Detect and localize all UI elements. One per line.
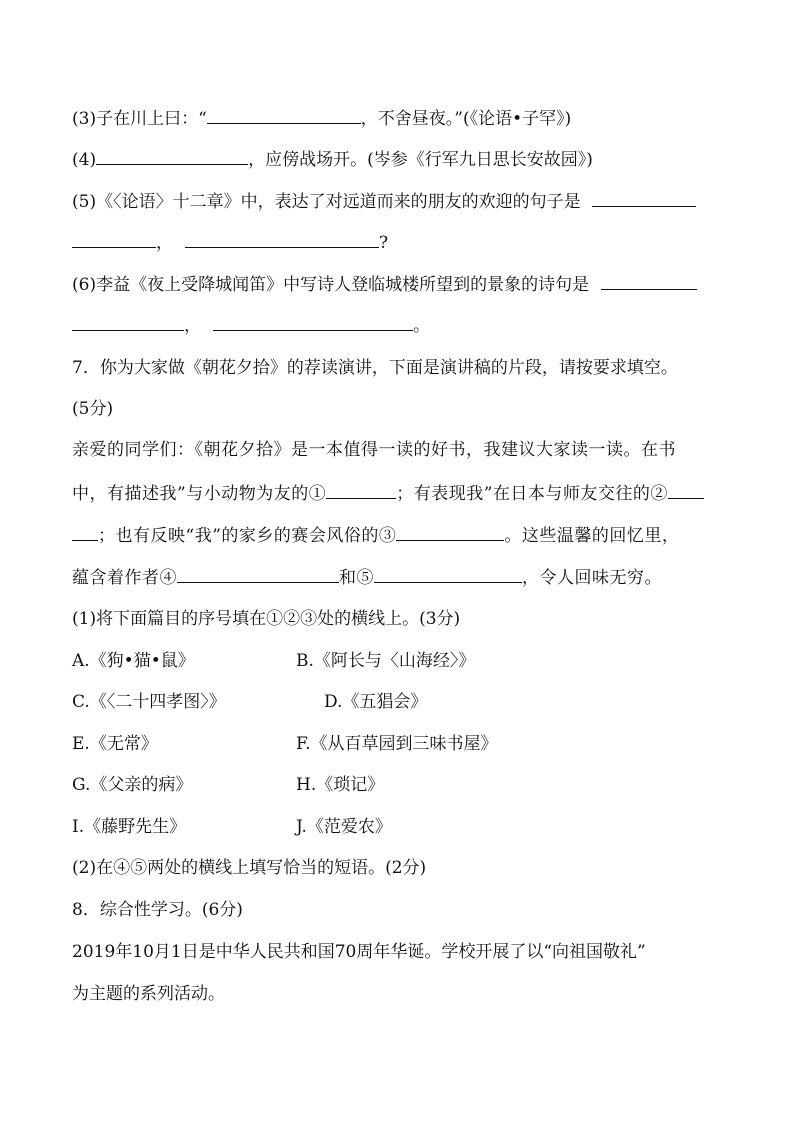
q7-speech-p3b: 。这些温馨的回忆里， <box>504 526 680 546</box>
answer-blank[interactable] <box>601 271 697 290</box>
answer-blank-5[interactable] <box>374 564 522 583</box>
q7-speech-p2b: ；有表现我”在日本与师友交往的② <box>396 484 668 504</box>
q6-item3 <box>72 105 732 131</box>
q6-item6-end: 。 <box>413 316 430 336</box>
option-f: F.《从百草园到三味书屋》 <box>296 734 498 754</box>
q8-body-line2: 为主题的系列活动。 <box>72 984 225 1004</box>
q7-speech-p3a: ；也有反映“我”的家乡的赛会风俗的③ <box>98 526 397 546</box>
answer-blank[interactable] <box>592 188 696 207</box>
q8-stem: 8．综合性学习。(6分) <box>72 900 243 920</box>
q6-item4-pre: (4) <box>72 150 97 170</box>
q7-speech-p4a: 蕴含着作者④ <box>72 568 177 588</box>
q7-score: (5分) <box>72 399 114 419</box>
q7-speech-line1: 亲爱的同学们：《朝花夕拾》是一本值得一读的好书，我建议大家读一读。在书 <box>72 440 676 460</box>
answer-blank[interactable] <box>72 229 156 248</box>
answer-blank-3[interactable] <box>396 522 504 541</box>
option-d: D.《五猖会》 <box>324 692 428 712</box>
q6-item4 <box>72 146 732 172</box>
q8-body-line1: 2019年10月1日是中华人民共和国70周年华诞。学校开展了以“向祖国敬礼” <box>72 942 646 962</box>
option-b: B.《阿长与〈山海经〉》 <box>296 651 476 671</box>
q7-speech-line4 <box>72 564 732 590</box>
q7-sub1: (1)将下面篇目的序号填在①②③处的横线上。(3分) <box>72 609 461 629</box>
answer-blank[interactable] <box>213 312 413 331</box>
q6-item5-cont <box>72 229 732 255</box>
q6-item4-post: ，应傍战场开。(岑参《行军九日思长安故园》) <box>248 150 593 170</box>
option-j: J.《范爱农》 <box>296 817 392 837</box>
option-c: C.《〈二十四孝图〉》 <box>72 692 226 712</box>
q6-item5-pre: (5)《〈论语〉十二章》中，表达了对远道而来的朋友的欢迎的句子是 <box>72 192 581 212</box>
q7-sub2: (2)在④⑤两处的横线上填写恰当的短语。(2分) <box>72 858 427 878</box>
answer-blank[interactable] <box>72 312 184 331</box>
option-i: I.《藤野先生》 <box>72 817 187 837</box>
q7-speech-line2 <box>72 480 732 506</box>
q7-stem: 7．你为大家做《朝花夕拾》的荐读演讲，下面是演讲稿的片段，请按要求填空。 <box>72 358 678 378</box>
answer-blank-2-cont[interactable] <box>72 522 98 541</box>
answer-blank[interactable] <box>185 229 379 248</box>
answer-blank-2[interactable] <box>668 480 704 499</box>
q7-speech-p2a: 中，有描述我”与小动物为友的① <box>72 484 327 504</box>
q6-item6-pre: (6)李益《夜上受降城闻笛》中写诗人登临城楼所望到的景象的诗句是 <box>72 275 590 295</box>
option-a: A.《狗•猫•鼠》 <box>72 651 195 671</box>
option-g: G.《父亲的病》 <box>72 775 193 795</box>
q6-item6-cont <box>72 312 732 338</box>
answer-blank-1[interactable] <box>326 480 396 499</box>
answer-blank[interactable] <box>207 105 361 124</box>
option-e: E.《无常》 <box>72 734 158 754</box>
q7-speech-p4c: ，令人回味无穷。 <box>522 568 662 588</box>
q6-item5-sep: ， <box>156 233 173 253</box>
answer-blank-4[interactable] <box>177 564 339 583</box>
q6-item6 <box>72 271 732 297</box>
q6-item5-end: ? <box>379 233 389 253</box>
q7-speech-p4b: 和⑤ <box>339 568 374 588</box>
answer-blank[interactable] <box>96 146 248 165</box>
q6-item3-pre: (3)子在川上曰：“ <box>72 109 207 129</box>
q6-item3-post: ，不舍昼夜。”(《论语•子罕》) <box>360 109 572 129</box>
q7-speech-line3 <box>72 522 732 548</box>
q6-item6-sep: ， <box>184 316 201 336</box>
option-h: H.《琐记》 <box>296 775 385 795</box>
q6-item5 <box>72 188 732 214</box>
